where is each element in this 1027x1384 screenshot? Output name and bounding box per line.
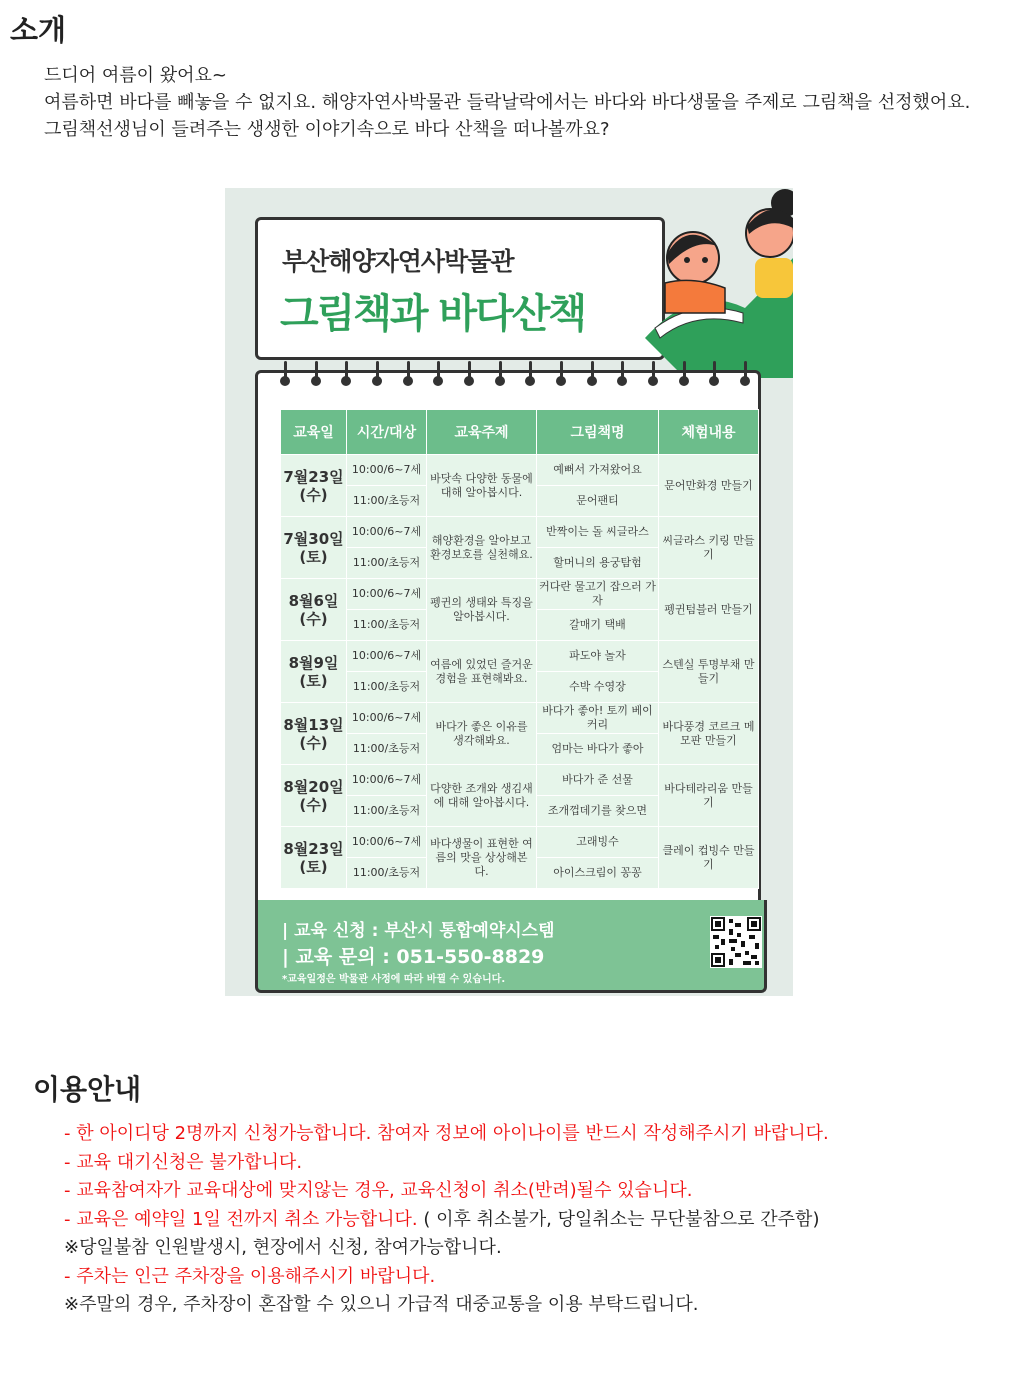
schedule-time: 11:00/초등저: [347, 610, 427, 641]
schedule-time: 11:00/초등저: [347, 672, 427, 703]
notice-line: - 교육은 예약일 1일 전까지 취소 가능합니다. ( 이후 취소불가, 당일취소는 무단불참으로 간주함): [64, 1208, 820, 1230]
schedule-activity: 클레이 컵빙수 만들기: [659, 827, 759, 889]
schedule-topic: 여름에 있었던 즐거운 경험을 표현해봐요.: [427, 641, 537, 703]
date-text: 7월30일: [283, 529, 344, 548]
usage-heading: 이용안내: [33, 1073, 142, 1106]
header-activity: 체험내용: [659, 410, 759, 455]
schedule-topic: 바다생물이 표현한 여름의 맛을 상상해본다.: [427, 827, 537, 889]
poster-title-box: [255, 217, 665, 360]
schedule-topic: 바다가 좋은 이유를 생각해봐요.: [427, 703, 537, 765]
date-text: 8월9일: [288, 653, 339, 672]
schedule-time: 10:00/6~7세: [347, 455, 427, 486]
schedule-row: [281, 703, 759, 734]
date-text: 8월13일: [283, 715, 344, 734]
notice-line: - 교육 대기신청은 불가합니다.: [64, 1151, 303, 1173]
schedule-date: [281, 703, 347, 765]
notice-line: ※당일불참 인원발생시, 현장에서 신청, 참여가능합니다.: [64, 1237, 502, 1258]
date-text: 8월20일: [283, 777, 344, 796]
schedule-date: [281, 517, 347, 579]
poster-subtitle: 부산해양자연사박물관: [282, 247, 514, 276]
schedule-date: [281, 579, 347, 641]
schedule-row: [281, 517, 759, 548]
schedule-row: [281, 455, 759, 486]
schedule-header-row: [281, 410, 759, 455]
schedule-time: 10:00/6~7세: [347, 703, 427, 734]
weekday-text: (수): [299, 609, 328, 628]
schedule-topic: 펭귄의 생태와 특징을 알아봅시다.: [427, 579, 537, 641]
schedule-date: [281, 455, 347, 517]
schedule-activity: 씨글라스 키링 만들기: [659, 517, 759, 579]
schedule-date: [281, 641, 347, 703]
schedule-book: 파도야 놀자: [537, 641, 659, 672]
schedule-topic: 해양환경을 알아보고 환경보호를 실천해요.: [427, 517, 537, 579]
calendar-binding-rings: [280, 361, 750, 391]
schedule-activity: 펭귄텀블러 만들기: [659, 579, 759, 641]
weekday-text: (토): [299, 857, 328, 876]
schedule-time: 10:00/6~7세: [347, 765, 427, 796]
schedule-book: 조개껍데기를 찾으면: [537, 796, 659, 827]
header-topic: 교육주제: [427, 410, 537, 455]
schedule-activity: 바다풍경 코르크 메모판 만들기: [659, 703, 759, 765]
poster-footer: [255, 900, 767, 993]
reading-children-illustration: [625, 188, 793, 378]
schedule-row: [281, 579, 759, 610]
poster-title: 그림책과 바다산책: [280, 291, 586, 337]
schedule-date: [281, 765, 347, 827]
schedule-date: [281, 827, 347, 889]
intro-text: [44, 62, 970, 143]
date-text: 7월23일: [283, 467, 344, 486]
schedule-book: 바다가 좋아! 토끼 베이커리: [537, 703, 659, 734]
notice-line: - 교육참여자가 교육대상에 맞지않는 경우, 교육신청이 취소(반려)될수 있습니다.: [64, 1180, 693, 1201]
header-book: 그림책명: [537, 410, 659, 455]
schedule-topic: 다양한 조개와 생김새에 대해 알아봅시다.: [427, 765, 537, 827]
schedule-row: [281, 827, 759, 858]
schedule-book: 수박 수영장: [537, 672, 659, 703]
schedule-time: 10:00/6~7세: [347, 579, 427, 610]
schedule-activity: 바다테라리움 만들기: [659, 765, 759, 827]
schedule-time: 11:00/초등저: [347, 796, 427, 827]
schedule-time: 11:00/초등저: [347, 858, 427, 889]
weekday-text: (수): [299, 795, 328, 814]
schedule-time: 11:00/초등저: [347, 548, 427, 579]
date-text: 8월23일: [283, 839, 344, 858]
header-time: 시간/대상: [347, 410, 427, 455]
intro-line: 여름하면 바다를 빼놓을 수 없지요. 해양자연사박물관 들락날락에서는 바다와 바다생물을 주제로 그림책을 선정했어요.: [44, 92, 971, 113]
apply-info: | 교육 신청 : 부산시 통합예약시스템: [282, 921, 555, 941]
contact-info: | 교육 문의 : 051-550-8829: [282, 946, 545, 968]
qr-code-icon: [710, 916, 762, 968]
schedule-book: 바다가 준 선물: [537, 765, 659, 796]
schedule-activity: 스텐실 투명부채 만들기: [659, 641, 759, 703]
schedule-calendar: [255, 370, 761, 976]
weekday-text: (수): [299, 485, 328, 504]
notice-line: - 주차는 인근 주차장을 이용해주시기 바랍니다.: [64, 1265, 436, 1287]
notice-line: ※주말의 경우, 주차장이 혼잡할 수 있으니 가급적 대중교통을 이용 부탁드립니다.: [64, 1294, 699, 1315]
weekday-text: (토): [299, 547, 328, 566]
schedule-book: 아이스크림이 꽁꽁: [537, 858, 659, 889]
schedule-row: [281, 765, 759, 796]
intro-line: 드디어 여름이 왔어요~: [44, 65, 228, 86]
usage-notice: [64, 1120, 829, 1320]
schedule-row: [281, 641, 759, 672]
weekday-text: (수): [299, 733, 328, 752]
schedule-book: 갈매기 택배: [537, 610, 659, 641]
program-poster: [225, 188, 793, 996]
header-date: 교육일: [281, 410, 347, 455]
schedule-table: [280, 409, 759, 889]
schedule-book: 예뻐서 가져왔어요: [537, 455, 659, 486]
schedule-note: *교육일정은 박물관 사정에 따라 바뀔 수 있습니다.: [282, 974, 506, 985]
date-text: 8월6일: [288, 591, 339, 610]
schedule-book: 고래빙수: [537, 827, 659, 858]
schedule-book: 문어팬티: [537, 486, 659, 517]
intro-heading: 소개: [10, 13, 67, 47]
weekday-text: (토): [299, 671, 328, 690]
schedule-time: 10:00/6~7세: [347, 517, 427, 548]
schedule-book: 반짝이는 돌 씨글라스: [537, 517, 659, 548]
schedule-book: 커다란 물고기 잡으러 가자: [537, 579, 659, 610]
schedule-time: 11:00/초등저: [347, 486, 427, 517]
intro-line: 그림책선생님이 들려주는 생생한 이야기속으로 바다 산책을 떠나볼까요?: [44, 119, 610, 140]
schedule-book: 할머니의 용궁탐험: [537, 548, 659, 579]
notice-line: - 한 아이디당 2명까지 신청가능합니다. 참여자 정보에 아이나이를 반드시 작성해주시기 바랍니다.: [64, 1123, 829, 1144]
schedule-time: 11:00/초등저: [347, 734, 427, 765]
schedule-time: 10:00/6~7세: [347, 827, 427, 858]
schedule-time: 10:00/6~7세: [347, 641, 427, 672]
schedule-book: 엄마는 바다가 좋아: [537, 734, 659, 765]
schedule-activity: 문어만화경 만들기: [659, 455, 759, 517]
schedule-topic: 바닷속 다양한 동물에 대해 알아봅시다.: [427, 455, 537, 517]
